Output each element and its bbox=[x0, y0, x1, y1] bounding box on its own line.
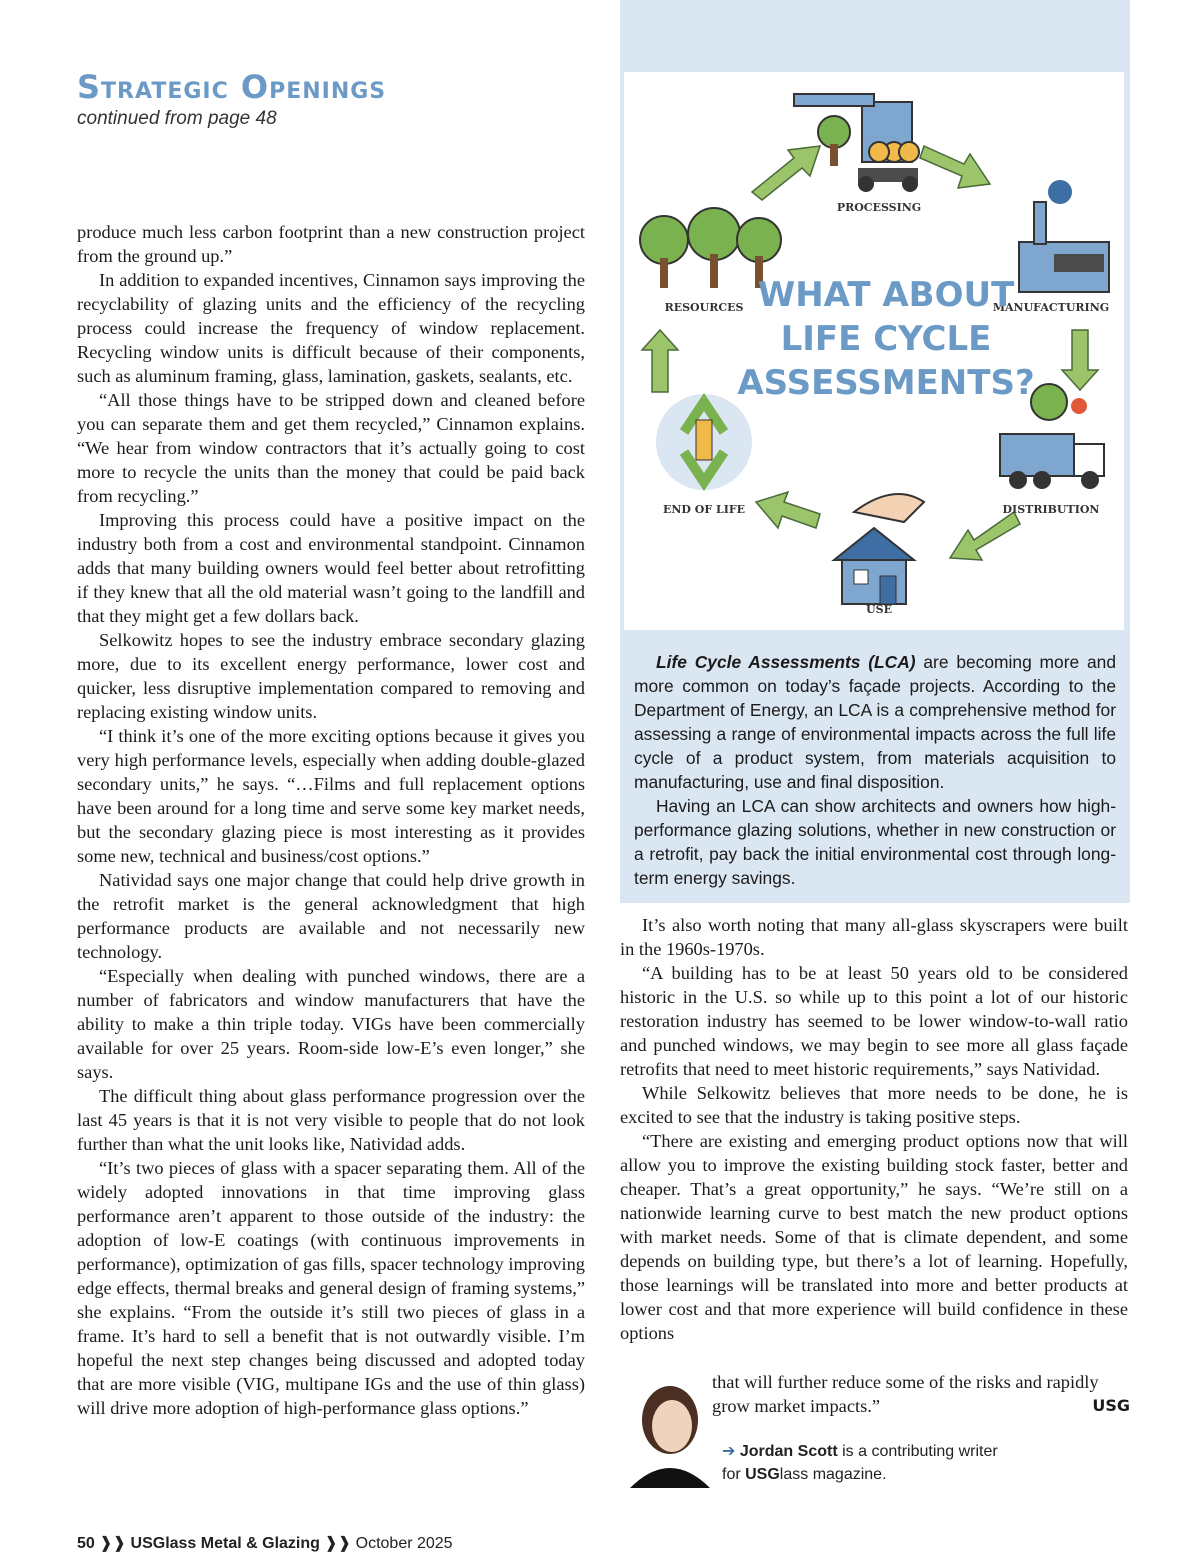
arrow-icon bbox=[1062, 330, 1098, 390]
caption-lead: Life Cycle Assessments (LCA) bbox=[656, 652, 916, 672]
caption-paragraph bbox=[634, 650, 1116, 794]
brand-bold: USG bbox=[745, 1466, 780, 1483]
lca-cycle-graphic bbox=[624, 72, 1124, 630]
graphic-headline-2: LIFE CYCLE bbox=[780, 319, 992, 359]
paragraph: “Especially when dealing with punched windows, there are a number of fabricators and window manufacturers that have the ability to make a thin triple today. VIGs have been commercially available for over 25 years. Room-side low-E’s even longer,” she says. bbox=[77, 966, 585, 1082]
recycle-icon bbox=[656, 394, 752, 490]
paragraph: produce much less carbon footprint than a new construction project from the ground up.” bbox=[77, 222, 585, 266]
footer-separator: ❱❱ bbox=[324, 1535, 352, 1552]
author-bio bbox=[722, 1440, 998, 1486]
arrow-icon bbox=[920, 146, 990, 188]
factory-icon bbox=[1019, 180, 1109, 292]
right-column bbox=[620, 913, 1128, 1345]
closing-quote: that will further reduce some of the risks and rapidly grow market impacts.” bbox=[712, 1372, 1099, 1416]
left-column bbox=[77, 220, 585, 1420]
paragraph: “All those things have to be stripped down and cleaned before you can separate them and get them recycled,” Cinnamon explains. “We hear from window contractors that it’s actually going to cost more to recycle the units than the money that could be paid back from recycling.” bbox=[77, 390, 585, 506]
stage-label-end-of-life: END OF LIFE bbox=[662, 503, 746, 516]
arrow-icon bbox=[642, 330, 678, 392]
paragraph: “It’s two pieces of glass with a spacer separating them. All of the widely adopted innovations in that time improving glass performance aren’t apparent to those outside of the industry: the adoption of low-E coatings (with continuous improvements in performance), optimization of gas fills, spacer technology improving edge effects, thermal breaks and general design of framing systems,” she explains. “From the outside it’s still two pieces of glass in a frame. It’s hard to sell a benefit that is not outwardly visible. I’m hopeful the next step changes being discussed and adopted today that are more visible (VIG, multipane IGs and the use of thin glass) will drive more adoption of high-performance glass options.” bbox=[77, 1158, 585, 1418]
paragraph: “A building has to be at least 50 years old to be considered historic in the U.S. so while up to this point a lot of our historic restoration industry has seemed to be lower window-to-wall ratio and punched windows, we may begin to see more all glass façade retrofits that need to meet historic requirements,” says Natividad. bbox=[620, 963, 1128, 1079]
page-number: 50 bbox=[77, 1535, 95, 1552]
stage-label-distribution: DISTRIBUTION bbox=[1002, 503, 1100, 516]
graphic-headline-3: ASSESSMENTS? bbox=[737, 363, 1035, 403]
end-mark: USG bbox=[1092, 1396, 1130, 1415]
page-footer bbox=[77, 1533, 453, 1553]
section-header bbox=[77, 68, 386, 130]
author-bio-line-2-pre: for bbox=[722, 1466, 746, 1483]
caption-paragraph: Having an LCA can show architects and owners how high-performance glazing solutions, whether in new construction or a retrofit, pay back the initial environmental cost through long-term energy savings. bbox=[634, 796, 1116, 888]
arrow-icon bbox=[756, 492, 820, 528]
section-title: Strategic Openings bbox=[77, 68, 387, 106]
paragraph: In addition to expanded incentives, Cinnamon says improving the recyclability of glazing units and the efficiency of the recycling process could increase the frequency of window replacement. Recycling window units is difficult because of their components, such as aluminum framing, glass, lamination, gaskets, sealants, etc. bbox=[77, 270, 585, 386]
graphic-headline-1: WHAT ABOUT bbox=[757, 275, 1015, 315]
processing-icon bbox=[794, 94, 919, 192]
paragraph: Improving this process could have a positive impact on the industry both from a cost and environmental standpoint. Cinnamon adds that many building owners would feel better about retrofitting if they knew that all the old material wasn’t going to the landfill and that they might get a few dollars back. bbox=[77, 510, 585, 626]
publication-name: USGlass Metal & Glazing bbox=[130, 1535, 320, 1552]
arrow-icon bbox=[950, 512, 1020, 560]
footer-separator: ❱❱ bbox=[99, 1535, 127, 1552]
paragraph: While Selkowitz believes that more needs to be done, he is excited to see that the industry is taking positive steps. bbox=[620, 1083, 1128, 1127]
author-photo bbox=[620, 1370, 720, 1488]
author-bio-line-1: is a contributing writer bbox=[837, 1443, 998, 1460]
paragraph: It’s also worth noting that many all-glass skyscrapers were built in the 1960s-1970s. bbox=[620, 915, 1128, 959]
house-icon bbox=[834, 494, 924, 604]
paragraph: “There are existing and emerging product options now that will allow you to improve the existing building stock faster, better and cheaper. That’s a great opportunity,” he says. “We’re still on a nationwide learning curve to best match the new product options with market needs. Some of that is climate dependent, and some depends on building type, but there’s a lot of learning. Hopefully, those learnings will be translated into more and better products at lower cost and that more experience will build confidence in these options bbox=[620, 1131, 1128, 1343]
paragraph: Natividad says one major change that could help drive growth in the retrofit market is the general acknowledgment that high performance products are available and not necessarily new technology. bbox=[77, 870, 585, 962]
stage-label-use: USE bbox=[866, 603, 892, 616]
arrow-icon bbox=[752, 146, 820, 200]
stage-label-processing: PROCESSING bbox=[836, 201, 922, 214]
stage-label-resources: RESOURCES bbox=[664, 301, 744, 314]
stage-label-manufacturing: MANUFACTURING bbox=[992, 301, 1110, 314]
paragraph: “I think it’s one of the more exciting options because it gives you very high performance levels, especially when adding double-glazed secondary units,” he says. “…Films and full replacement options have been around for a long time and serve some key market needs, but the secondary glazing piece is most interesting as it provides some new, technical and business/cost options.” bbox=[77, 726, 585, 866]
arrow-right-icon: ➔ bbox=[722, 1443, 736, 1460]
caption-text: are becoming more and more common on today’s façade projects. According to the Department of Energy, an LCA is a comprehensive method for assessing a range of environmental impacts across the full life cycle of a product system, from materials acquisition to manufacturing, use and final disposition. bbox=[634, 652, 1116, 792]
lca-caption bbox=[634, 650, 1116, 890]
author-name: Jordan Scott bbox=[739, 1443, 838, 1460]
paragraph: Selkowitz hopes to see the industry embrace secondary glazing more, due to its excellent energy performance, lower cost and quicker, less disruptive implementation compared to removing and replacing existing window units. bbox=[77, 630, 585, 722]
paragraph: The difficult thing about glass performance progression over the last 45 years is that it is not very visible to people that do not look further than what the unit looks like, Natividad adds. bbox=[77, 1086, 585, 1154]
continued-note: continued from page 48 bbox=[77, 108, 277, 129]
brand-rest: lass magazine. bbox=[779, 1466, 887, 1483]
issue-date: October 2025 bbox=[355, 1535, 453, 1552]
closing-quote-block bbox=[712, 1370, 1130, 1418]
